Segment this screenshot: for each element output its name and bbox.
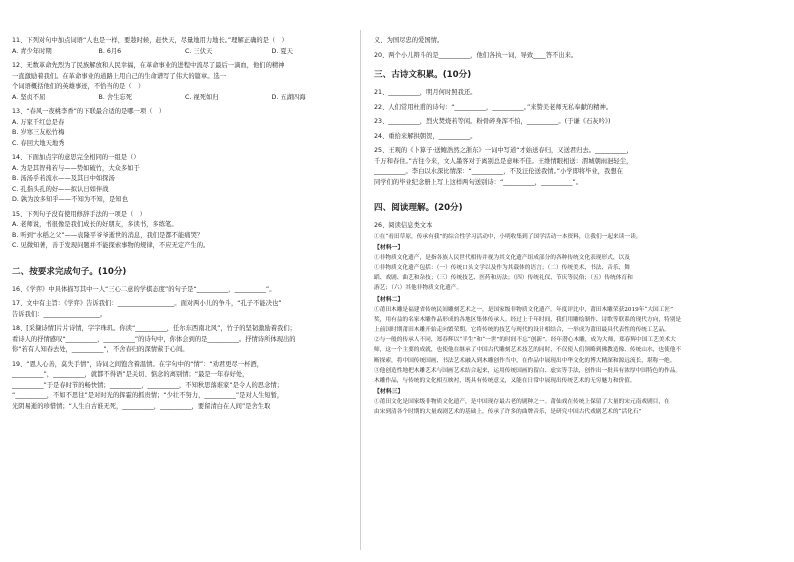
q12-options — [12, 93, 358, 104]
material-2-para-6: 断探索，将中国传统国画、书法艺术融入到木雕创作当中，在作品中展现出中华文化的博大精深和源远流长，堪称一绝。 — [374, 357, 676, 364]
material-3-para-2: 由宋到清各个时期的大量戏剧艺术的基础上，传承了许多的曲牌音乐，是研究中国古代戏剧艺术的“活化石” — [374, 409, 642, 416]
material-2-para-8: 木雕作品，与传统的文化相互映衬，既具有传统意义，又能在日常中展现出传统艺术的无穷魅力和价值。 — [374, 377, 636, 384]
q19-line-3[interactable]: __________”于是春时节的畅快情；__________，__________，不知秋思落谁家”是令人的思念情； — [12, 381, 283, 389]
material-1-para-4: 游艺；（六）其他非物质文化遗产。 — [374, 285, 463, 292]
q20[interactable]: 20、两个小儿辩斗的是__________，他们各执一词，导致____答不出来。 — [374, 51, 578, 59]
q18-line-3[interactable]: 你“若有人知春去处，__________”，不舍春归的深情萦于心间。 — [12, 346, 189, 353]
q19-continuation: 义、为国尽忠的爱国情。 — [374, 37, 444, 44]
q12-option-c[interactable]: C. 视死如归 — [185, 93, 219, 101]
material-2-para-4: ②与一般的传承人不同，郑春辉以“半生”和“一世”的时间不忘“创新”。经年潜心木雕，成为大师，郑春辉中国工艺美术大 — [374, 337, 676, 344]
q11-stem: 11、下列对句中加点词语“人也是一样，要趁时候，赶快天，尽量地用力地长。”理解正确的是（ ） — [12, 37, 288, 44]
q19-line-5[interactable]: 光阴易逝的珍惜情；“人生自古谁无死，__________，__________，要留清白在人间”是舍生取 — [12, 402, 271, 410]
q11-option-b[interactable]: B. 6月6 — [98, 47, 122, 55]
material-2-para-2: 奖，用有益的名家木雕作品形成的各地区集体传承人。经过上千年时间，我们用雕绘制作、诗歌等联系的现代方向，特别是 — [374, 316, 682, 323]
q17-line-2[interactable]: 告诉我们：__________________。 — [12, 310, 107, 318]
q22[interactable]: 22、人们常用杜甫的诗句：“__________，__________。”来赞美老师无私奉献的精神。 — [374, 103, 613, 111]
q14-option-c[interactable]: C. 孔指头孔的好——拟认日如伴战 — [12, 185, 109, 193]
q19-line-1[interactable]: 19、“恩人心善，莫失手情”，诗词之间饱含着温情。在字句中的“情”：“劝君更尽一杯酒， — [12, 360, 264, 368]
q25-line-2[interactable]: 千万和春住。”古往今来，文人墨客对于离别总是意味不佳。王维情眼相送：渭城朝雨浥轻尘， — [374, 157, 633, 165]
q15-option-c[interactable]: C. 见微知著，善于发现问题并不能探索事物的规律，不应无定产生的。 — [12, 242, 210, 249]
q15-option-a[interactable]: A. 老师说，书很像是我们成长的好朋友，多读书，多练笔。 — [12, 221, 178, 228]
q14-option-b[interactable]: B. 汤汤乎若流水——及其日中如探汤 — [12, 175, 115, 182]
q12-option-a[interactable]: A. 坚贞不屈 — [12, 93, 46, 101]
q13-stem: 13、“春风一夜桃李香”的下联最合适的是哪一项（ ） — [12, 108, 166, 115]
material-2-para-5: 师，这一个主要的成就，也使他在继承了中国古代雕刻艺术技艺的同时，不仅使人们领略到佛教造像、传统山水，也使他不 — [374, 347, 682, 354]
q21[interactable]: 21、__________，明月何时照我还。 — [374, 89, 477, 96]
q18-line-2[interactable]: 看诗人的抒情感叹“__________，__________”的诗句中，你体会到的是__________。抒情诗所体现出的 — [12, 335, 296, 343]
column-divider — [360, 30, 361, 550]
material-2-para-1: ①莆田木雕是福建省传统民间雕刻艺术之一，是国家级非物质文化遗产。年度评比中，莆田木雕荣获2019年“大国工匠” — [374, 306, 673, 313]
q25-line-4[interactable]: 同学们的毕业纪念册上写上这样两句送别诗：“__________，__________”。 — [374, 178, 583, 186]
q11-option-c[interactable]: C. 三伏天 — [185, 47, 213, 55]
left-column — [12, 36, 358, 412]
q17-line-1[interactable]: 17、文中有主旨：《学弈》告诉我们：__________________。面对两小儿的争斗，“孔子不能决也” — [12, 300, 282, 307]
section-2-heading: 二、按要求完成句子。(10分) — [12, 266, 127, 277]
material-1-label: 【材料一】 — [374, 243, 404, 251]
q18-line-1[interactable]: 18、[采撷诗情]片片诗情，字字珠玑。你读“__________，任尔东西南北风”，竹子的坚韧激励着我们； — [12, 325, 296, 332]
q12-stem-3: 个词语概括他们的英雄事迹，不恰当的是（ ） — [12, 83, 145, 90]
section-4-heading: 四、阅读理解。(20分) — [374, 203, 463, 213]
q25-line-3[interactable]: __________。李白以水深比情深：“__________，不及汪伦送我情。”小学即将毕业，我想在 — [374, 168, 623, 175]
q19-line-4[interactable]: “__________，不如不思往”是对时光的挥霍的抓贵情；“少壮不努力，__________”是对人生短暂， — [12, 392, 284, 399]
q13-option-a[interactable]: A. 万家千红总是春 — [12, 118, 65, 126]
q12-stem-2: 一直激励着我们。在革命事业的道路上用自己的生命谱写了伟大的篇章。选一 — [12, 72, 227, 80]
q12-stem-1: 12、无数革命先烈为了民族解放和人民幸福，在革命事业的进程中流尽了最后一滴血，他们的精神 — [12, 62, 285, 69]
material-3-para-1: ①莆田文化是国家级非物质文化遗产，是中国现存最古老的剧种之一。莆仙戏在传统上保留了大量的宋元南戏剧目，在 — [374, 399, 670, 406]
q15-option-b[interactable]: B. 听到“水稻之父”——袁隆平爷爷逝世的消息，我们是都不能痛哭？ — [12, 231, 204, 239]
q19-line-2[interactable]: __________”，__________，就都不得语”是关切、惦念的离别情；“最是一年春好处， — [12, 371, 249, 378]
q11-option-a[interactable]: A. 青少年时期 — [12, 47, 52, 55]
q14-stem: 14、下面加点字的意思完全相同的一组是（） — [12, 154, 140, 161]
q25-line-1[interactable]: 25、王观的《卜算子·送鲍浩然之浙东》一词中写道“才始送春归，又送君归去。__________， — [374, 147, 633, 154]
q14-option-a[interactable]: A. 为是其智弗若与——势如破竹，大众多如于 — [12, 164, 140, 172]
material-1-para-2: ①非物质文化遗产包括：（一）传统口头文学以及作为其载体的语言；（二）传统美术、书法、音乐、舞 — [374, 264, 630, 271]
q14-option-d[interactable]: D. 孰为汝多知乎——不知为不知，是知也 — [12, 196, 128, 203]
q12-option-d[interactable]: D. 五湖四海 — [271, 93, 306, 101]
q26-stem: 26、阅读信息类文本 — [374, 222, 433, 229]
reading-intro: ①在“看田草原，传承有我”的综合性学习活动中，小明收集到了国学活动一本资料，让我们一起来读一读。 — [374, 233, 642, 240]
material-2-para-3: 上前国时期莆田木雕开始走向繁荣期。它将传统的技艺与现代的设计相结合，一举成为莆田最具代表性的传统工艺品。 — [374, 326, 670, 333]
section-3-heading: 三、古诗文积累。(10分) — [374, 70, 472, 80]
material-3-label: 【材料三】 — [374, 388, 404, 396]
q11-options — [12, 47, 358, 58]
right-column — [374, 36, 734, 418]
q13-option-c[interactable]: C. 春回大地天地秀 — [12, 139, 65, 147]
material-1-para-3: 蹈、戏剧、曲艺和杂技；（三）传统技艺、医药和历法；（四）传统礼仪、节庆等民俗；（五）传统体育和 — [374, 275, 633, 282]
material-1-para-1: ①非物质文化遗产，是指各族人民世代相传并视为其文化遗产组成部分的各种传统文化表现形式，以及 — [374, 254, 630, 261]
q16[interactable]: 16、《学弈》中具体描写其中一人“三心二意的学棋态度”的句子是“__________，__________”。 — [12, 285, 276, 293]
material-2-para-7: ③他创造性地把木雕艺术与国画艺术结合起来，运用传统国画的留白、虚实等手法，创作出一批具有浓厚中国特色的作品。 — [374, 367, 682, 374]
q13-option-b[interactable]: B. 岁寒三友松竹梅 — [12, 129, 65, 136]
material-2-label: 【材料二】 — [374, 295, 404, 303]
q15-stem: 15、下列句子没有使用修辞手法的一项是（ ） — [12, 210, 146, 218]
q11-option-d[interactable]: D. 夏天 — [271, 47, 293, 55]
q23[interactable]: 23、__________，烈火焚烧若等闲。粉骨碎身浑不怕，__________。(于谦《石灰吟》) — [374, 118, 611, 125]
q24[interactable]: 24、重拾来解拱朝贺，__________。 — [374, 132, 477, 140]
q12-option-b[interactable]: B. 舍生忘死 — [98, 93, 133, 101]
